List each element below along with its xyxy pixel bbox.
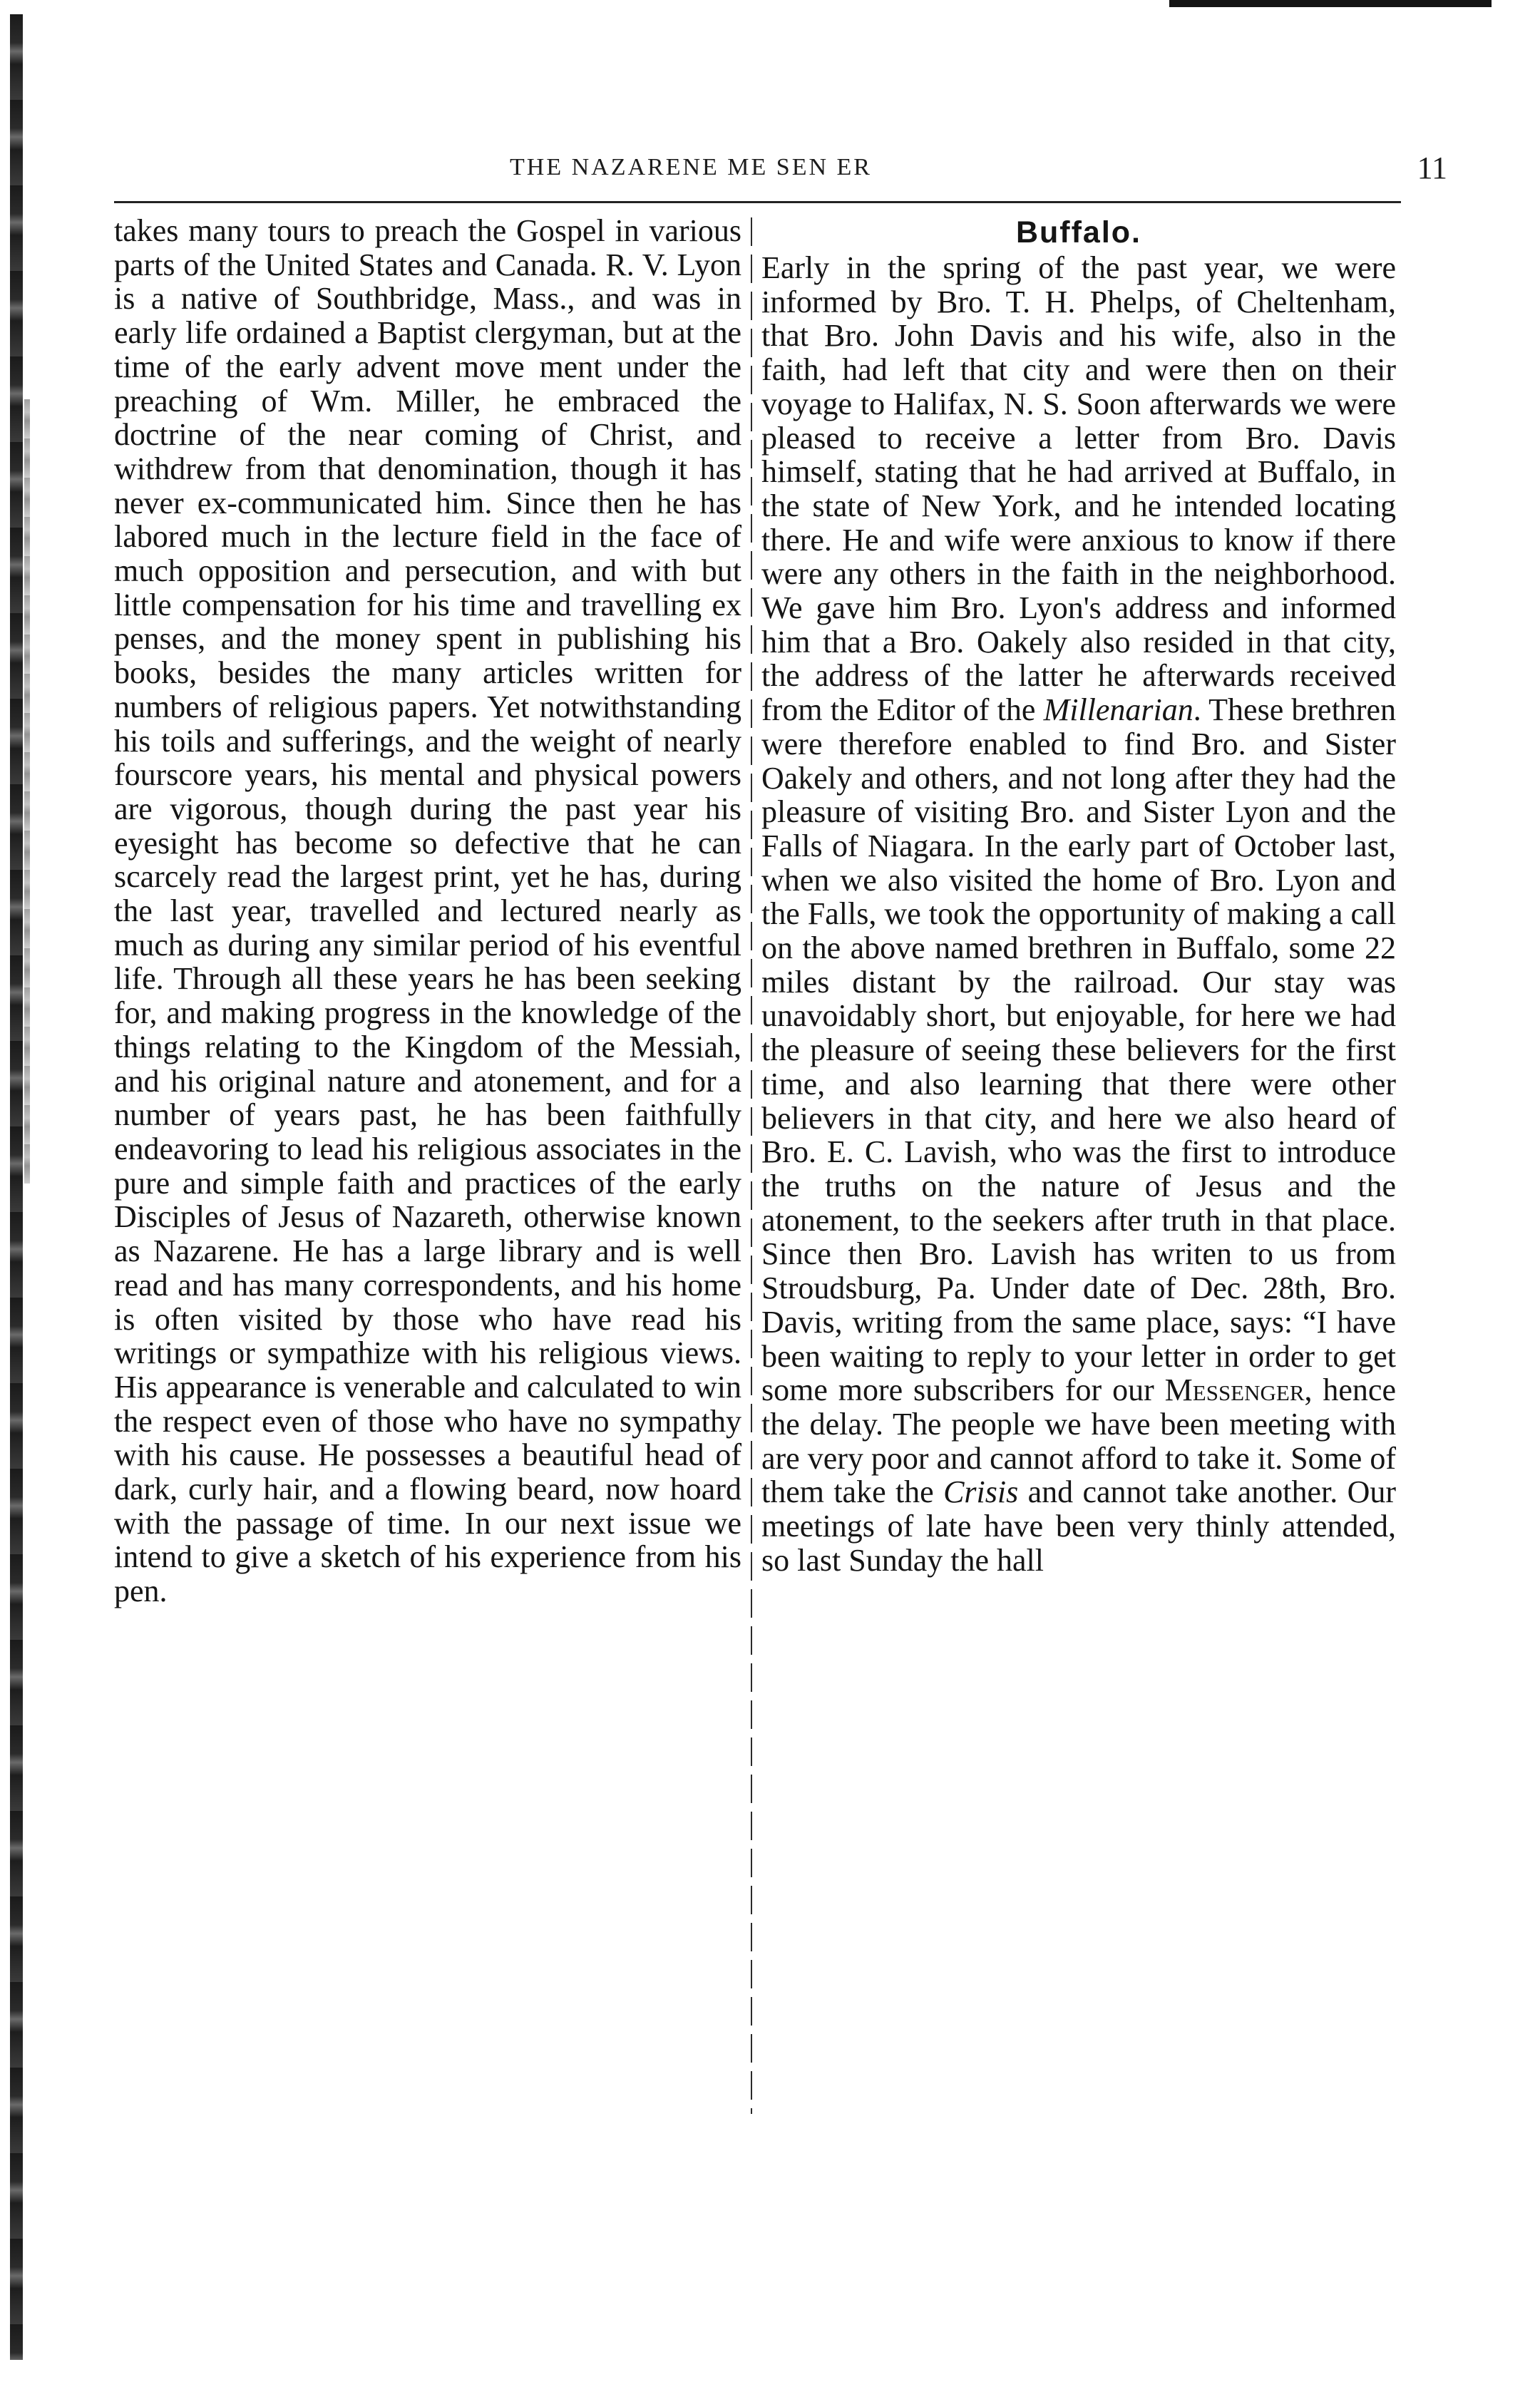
text-run: Early in the spring of the past year, we were informed by Bro. T. H. Phelps, of Cheltenham, that Bro. John Davis and his wife, also in the faith, had left that city and were then on their voyage to Halifax, N. S. Soon afterwards we were pleased to receive a letter from Bro. Davis himself, stating that he had arrived at Buffalo, in the state of New York, and he intended locating there. He and wife were anxious to know if there were any others in the faith in the neighborhood. We gave him Bro. Lyon's address and informed him that a Bro. Oakely also resided in that city, the address of the latter he afterwards received from the Editor of the — [761, 250, 1396, 728]
book-spine-edge — [10, 14, 23, 2360]
text-run: and cannot take another. Our meetings of late have been very thinly attended, so last Sunday the hall — [761, 1474, 1397, 1578]
page-header — [114, 150, 1447, 192]
text-run: , hence the delay. The people we have been meeting with are very poor and cannot afford to take it. Some of them take the — [761, 1372, 1396, 1510]
running-title: THE NAZARENE ME SEN ER — [510, 154, 872, 180]
header-rule — [114, 201, 1401, 203]
column-divider — [751, 217, 752, 2114]
publication-title: Messenger — [1164, 1372, 1305, 1408]
left-column — [114, 214, 741, 1608]
page-number: 11 — [1417, 150, 1447, 185]
left-column-paragraph: takes many tours to preach the Gospel in various parts of the United States and Canada. R. V. Lyon is a native of Southbridge, Mass., and was in early life ordained a Baptist clergyman, but at the time of the early advent move ment under the preaching of Wm. Miller, he embraced the doctrine of the near coming of Christ, and withdrew from that denomination, though it has never ex-communicated him. Since then he has labored much in the lecture field in the face of much opposition and persecution, and with but little compensation for his time and travelling ex penses, and the money spent in publishing his books, besides the many articles written for numbers of religious papers. Yet notwithstanding his toils and sufferings, and the weight of nearly fourscore years, his mental and physical powers are vigorous, though during the past year his eyesight has become so defective that he can scarcely read the largest print, yet he has, during the last year, travelled and lectured nearly as much as during any similar period of his eventful life. Through all these years he has been seeking for, and making progress in the knowledge of the things relating to the Kingdom of the Messiah, and his original nature and atonement, and for a number of years past, he has been faithfully endeavoring to lead his religious associates in the pure and simple faith and practices of the early Disciples of Jesus of Nazareth, otherwise known as Nazarene. He has a large library and is well read and has many correspondents, and his home is often visited by those who have read his writings or sympathize with his religious views. His appearance is venerable and calculated to win the respect even of those who have no sympathy with his cause. He possesses a beautiful head of dark, curly hair, and a flowing beard, now hoard with the passage of time. In our next issue we intend to give a sketch of his experience from his pen. — [114, 213, 741, 1609]
text-run: . These brethren were therefore enabled to find Bro. and Sister Oakely and others, and not long after they had the pleasure of visiting Bro. and Sister Lyon and the Falls of Niagara. In the early part of October last, when we also visited the home of Bro. Lyon and the Falls, we took the opportunity of making a call on the above named brethren in Buffalo, some 22 miles distant by the railroad. Our stay was unavoidably short, but enjoyable, for here we had the pleasure of seeing these believers for the first time, and also learning that there were other believers in that city, and here we also heard of Bro. E. C. Lavish, who was the first to introduce the truths on the nature of Jesus and the atonement, to the seekers after truth in that place. Since then Bro. Lavish has writen to us from Stroudsburg, Pa. Under date of Dec. 28th, Bro. Davis, writing from the same place, says: “I have been waiting to reply to your letter in order to get some more subscribers for our — [761, 692, 1396, 1408]
section-heading: Buffalo. — [1015, 215, 1142, 250]
right-column — [761, 214, 1396, 1577]
publication-title: Crisis — [943, 1474, 1019, 1510]
book-spine-shadow — [24, 399, 30, 1184]
right-column-paragraph — [761, 251, 1396, 1577]
top-edge-rule — [1169, 0, 1492, 7]
publication-title: Millenarian — [1043, 692, 1194, 728]
